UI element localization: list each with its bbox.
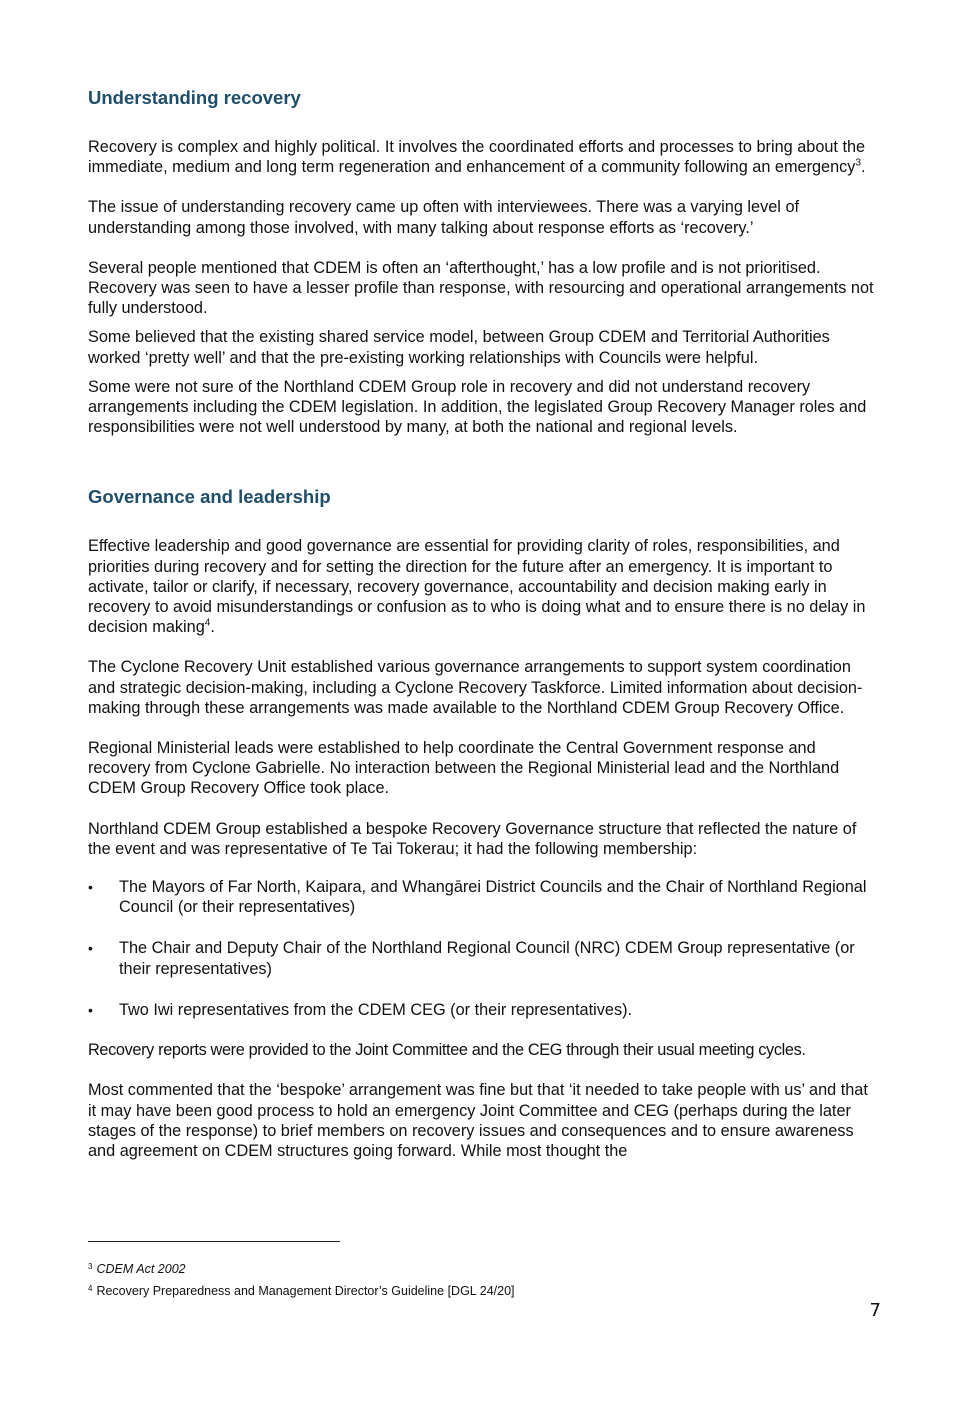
page-body [88,86,880,1161]
paragraph: The issue of understanding recovery came up often with interviewees. There was a varying level of understanding among those involved, with many talking about response efforts as ‘recovery.’ [88,198,800,237]
membership-list [88,877,880,1020]
bullet-icon: • [88,879,93,896]
section-heading-understanding-recovery: Understanding recovery [88,87,301,108]
paragraph: The Cyclone Recovery Unit established various governance arrangements to support system coordination and strategic decision-making, including a Cyclone Recovery Taskforce. Limited information about decision-making through these arrangements was made available to the Northland CDEM Group Recovery Office. [88,658,863,717]
section-heading-governance-leadership: Governance and leadership [88,486,331,508]
paragraph: Most commented that the ‘bespoke’ arrangement was fine but that ‘it needed to take people with us’ and that it may have been good process to hold an emergency Joint Committee and CEG (perhaps during the later stages of the response) to brief members on recovery issues and consequences and to ensure awareness and agreement on CDEM structures going forward. While most thought the [88,1081,868,1160]
footnote-reference[interactable]: 3 [855,157,862,169]
paragraph: Some were not sure of the Northland CDEM Group role in recovery and did not understand recovery arrangements including the CDEM legislation. In addition, the legislated Group Recovery Manager roles and responsibilities were not well understood by many, at both the national and regional levels. [88,377,867,437]
bullet-icon: • [88,940,93,957]
footnote-divider [88,1241,340,1242]
paragraph: Regional Ministerial leads were established to help coordinate the Central Government response and recovery from Cyclone Gabrielle. No interaction between the Regional Ministerial lead and the Northland CDEM Group Recovery Office took place. [88,739,840,798]
footnote-reference[interactable]: 4 [204,617,211,629]
list-item: • Two Iwi representatives from the CDEM CEG (or their representatives). [88,1000,633,1019]
paragraph: Northland CDEM Group established a bespoke Recovery Governance structure that reflected the nature of the event and was representative of Te Tai Tokerau; it had the following membership: [88,819,857,858]
bullet-icon: • [88,1001,93,1018]
paragraph: Recovery is complex and highly political. It involves the coordinated efforts and processes to bring about the immediate, medium and long term regeneration and enhancement of a community following an emergency$^3$. [88,138,866,177]
paragraph: Recovery reports were provided to the Joint Committee and the CEG through their usual meeting cycles. [88,1041,806,1060]
page-number: 7 [869,1300,881,1321]
footnotes [88,1258,868,1302]
paragraph: Some believed that the existing shared service model, between Group CDEM and Territorial Authorities worked ‘pretty well’ and that the pre-existing working relationships with Councils were helpful. [88,328,830,367]
paragraph: Several people mentioned that CDEM is often an ‘afterthought,’ has a low profile and is not prioritised. Recovery was seen to have a lesser profile than response, with resourcing and operational arrangements not fully understood. [88,258,874,318]
footnote: $^3$ CDEM Act 2002 [88,1262,186,1276]
paragraph: Effective leadership and good governance are essential for providing clarity of roles, responsibilities, and priorities during recovery and for setting the direction for the future after an emergency. It is important to activate, tailor or clarify, if necessary, recovery governance, accountability and decision making early in recovery to avoid misunderstandings or confusion as to who is doing what and to ensure there is no delay in decision making$^4$. [88,537,866,637]
footnote: $^4$ Recovery Preparedness and Management Director’s Guideline [DGL 24/20] [88,1284,515,1298]
list-item: • The Mayors of Far North, Kaipara, and Whangārei District Councils and the Chair of Northland Regional Council (or their representatives) [88,878,867,917]
list-item: • The Chair and Deputy Chair of the Northland Regional Council (NRC) CDEM Group representative (or their representatives) [88,939,855,978]
